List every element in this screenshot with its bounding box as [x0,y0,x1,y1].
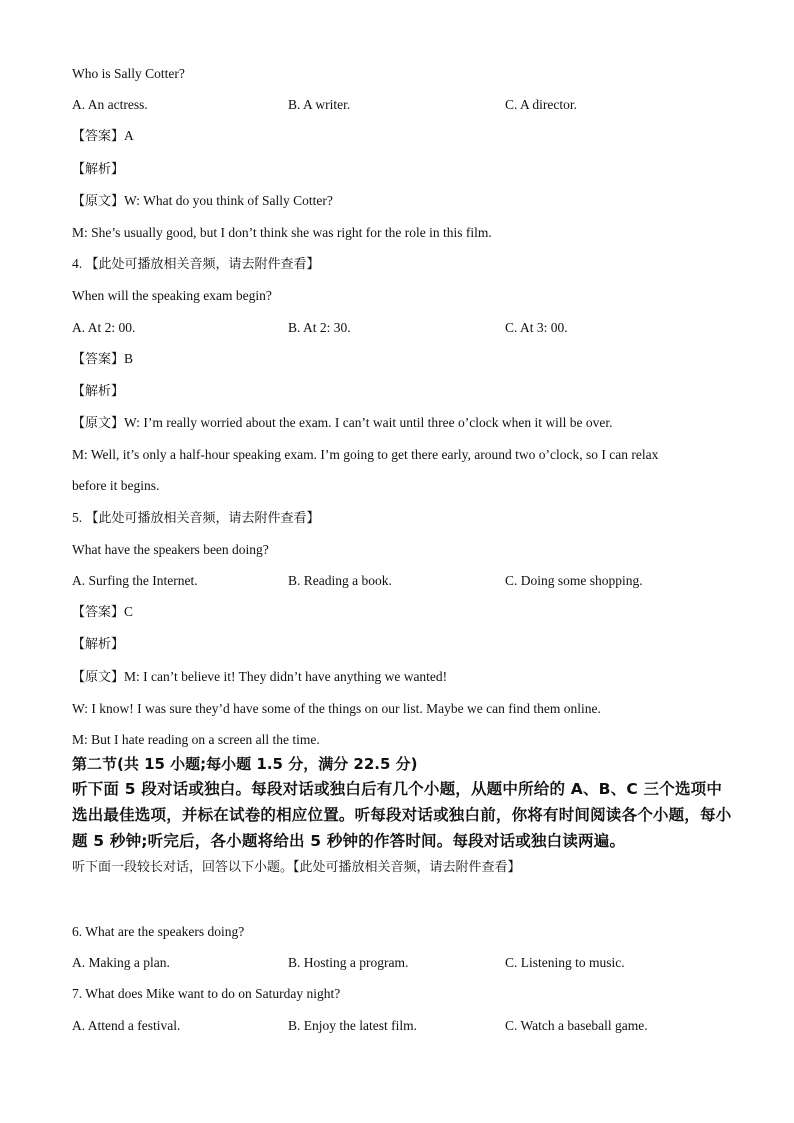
q7-option-c: C. Watch a baseball game. [505,1017,648,1033]
script-text: M: I can’t believe it! They didn’t have anything we wanted! [124,668,448,684]
q4-script-line-3: before it begins. [72,478,160,494]
q5-number: 5. [72,509,83,525]
exam-page [72,64,732,1047]
q4-answer [72,349,732,370]
q5-answer [72,602,732,623]
q4-answer-value: B [124,350,134,366]
q5-option-a: A. Surfing the Internet. [72,573,198,588]
q7-option-a: A. Attend a festival. [72,1017,181,1033]
answer-label: 【答案】 [72,129,125,145]
section-2-title: 第二节(共 15 小题;每小题 1.5 分，满分 22.5 分) [72,754,418,773]
q5-options [72,571,732,591]
q5-script-line-3: M: But I hate reading on a screen all the time. [72,731,320,747]
q4-options [72,318,732,338]
section-2-instructions: 听下面 5 段对话或独白。每段对话或独白后有几个小题，从题中所给的 A、B、C 三个选项中选出最佳选项，并标在试卷的相应位置。听每段对话或独白前，你将有时间阅读各个小题，每小题 5 秒钟;听完后，各小题将给出 5 秒钟的作答时间。每段对话或独白读两遍。 [72,779,732,850]
q5-analysis [72,634,732,655]
q3-analysis [72,159,732,180]
q6-options [72,953,732,973]
answer-label: 【答案】 [72,605,125,621]
original-label: 【原文】 [72,669,125,685]
analysis-label: 【解析】 [72,637,125,653]
q4-header [72,254,732,275]
q5-option-b: B. Reading a book. [288,573,392,588]
q4-audio-link[interactable]: 【此处可播放相关音频，请去附件查看】 [85,257,320,273]
q3-answer [72,126,732,147]
script-text: W: What do you think of Sally Cotter? [124,192,333,208]
analysis-label: 【解析】 [72,383,125,399]
q3-question: Who is Sally Cotter? [72,66,185,81]
q6-option-a: A. Making a plan. [72,955,170,971]
analysis-label: 【解析】 [72,161,125,177]
q3-option-a: A. An actress. [72,97,148,113]
q3-options [72,95,732,115]
q4-option-a: A. At 2: 00. [72,319,136,335]
q3-answer-value: A [124,128,134,144]
q4-option-c: C. At 3: 00. [505,319,568,335]
q5-question: What have the speakers been doing? [72,541,269,557]
q6-question: 6. What are the speakers doing? [72,923,245,939]
q4-number: 4. [72,256,83,272]
q4-analysis [72,381,732,402]
q7-option-b: B. Enjoy the latest film. [288,1017,417,1033]
q4-script-line-1 [72,413,732,434]
script-text: W: I’m really worried about the exam. I can’t wait until three o’clock when it will be over. [124,415,613,431]
q7-options [72,1016,732,1036]
q7-question: 7. What does Mike want to do on Saturday night? [72,986,341,1002]
q5-option-c: C. Doing some shopping. [505,573,643,588]
q3-option-b: B. A writer. [288,97,351,113]
q3-script-line-2: M: She’s usually good, but I don’t think she was right for the role in this film. [72,224,492,240]
q5-answer-value: C [124,604,134,620]
q5-script-line-1 [72,667,732,688]
q4-question: When will the speaking exam begin? [72,288,272,304]
q3-option-c: C. A director. [505,97,577,113]
q6-option-c: C. Listening to music. [505,955,625,971]
q3-script-line-1 [72,191,732,212]
q6-option-b: B. Hosting a program. [288,955,409,971]
q5-audio-link[interactable]: 【此处可播放相关音频，请去附件查看】 [85,510,320,526]
original-label: 【原文】 [72,416,125,432]
q4-option-b: B. At 2: 30. [288,319,351,335]
answer-label: 【答案】 [72,351,125,367]
q5-script-line-2: W: I know! I was sure they’d have some of the things on our list. Maybe we can find them online. [72,700,601,716]
q4-script-line-2: M: Well, it’s only a half-hour speaking exam. I’m going to get there early, around two o’clock, so I can relax [72,447,659,463]
section-2-intro: 听下面一段较长对话，回答以下小题。【此处可播放相关音频，请去附件查看】 [72,859,521,875]
q5-header [72,508,732,529]
original-label: 【原文】 [72,193,125,209]
